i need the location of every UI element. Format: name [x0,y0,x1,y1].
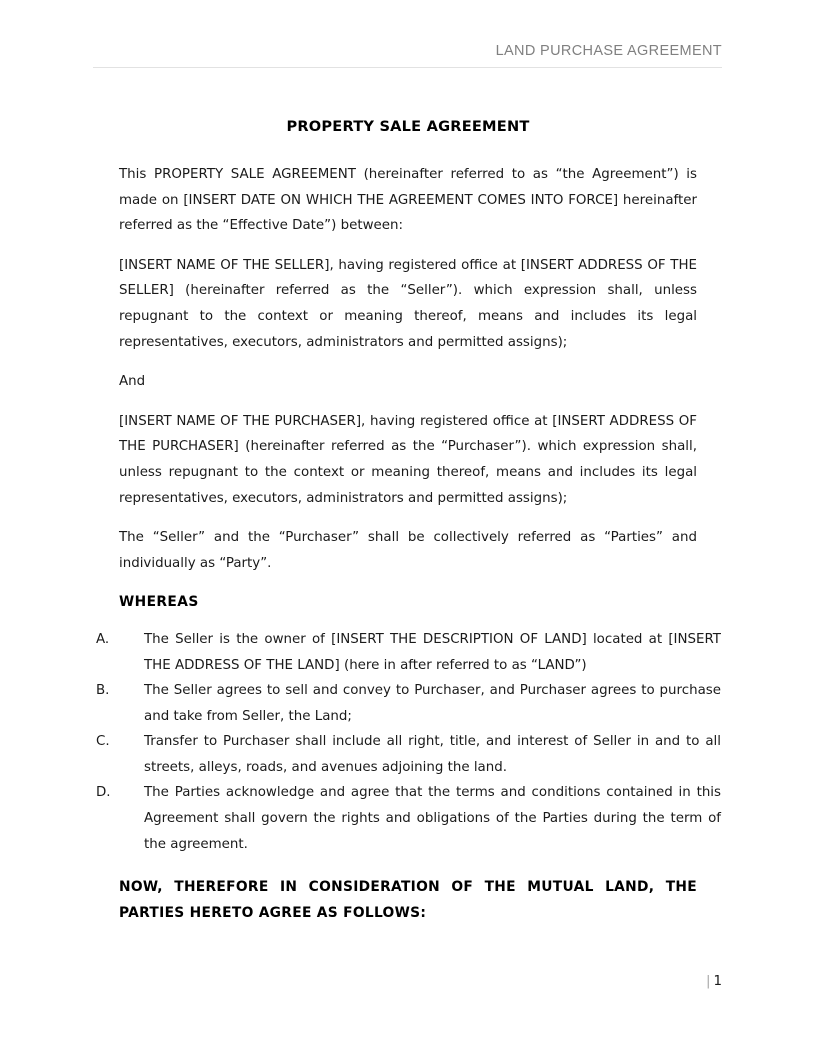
list-item-text: The Parties acknowledge and agree that the terms and conditions contained in this Agreement shall govern the rights and obligations of the Parties during the term of the agreement. [144,785,721,852]
list-marker: C. [96,734,110,750]
header-title: LAND PURCHASE AGREEMENT [495,43,722,59]
list-item-text: The Seller agrees to sell and convey to Purchaser, and Purchaser agrees to purchase and take from Seller, the Land; [144,683,721,724]
page-number: 1 [713,974,722,989]
conjunction-and: And [119,374,146,390]
list-item-text: Transfer to Purchaser shall include all right, title, and interest of Seller in and to all streets, alleys, roads, and avenues adjoining the land. [144,734,721,775]
recitals-list [96,627,721,857]
page-header [93,44,722,68]
intro-paragraph: This PROPERTY SALE AGREEMENT (hereinafter referred to as “the Agreement”) is made on [INSERT DATE ON WHICH THE AGREEMENT COMES INTO FORCE] hereinafter referred as the “Effective Date”) between: [119,167,697,234]
footer-separator: | [705,974,711,989]
document-title: PROPERTY SALE AGREEMENT [286,118,530,135]
list-item [96,780,721,857]
page-footer [119,972,722,992]
whereas-heading: WHEREAS [119,594,199,611]
seller-paragraph: [INSERT NAME OF THE SELLER], having registered office at [INSERT ADDRESS OF THE SELLER] (hereinafter referred as the “Seller”). which expression shall, unless repugnant to the context or meaning thereof, means and includes its legal representatives, executors, administrators and permitted assigns); [119,257,697,350]
closing-statement: NOW, THEREFORE IN CONSIDERATION OF THE MUTUAL LAND, THE PARTIES HERETO AGREE AS FOLLOWS: [119,879,697,921]
list-item [96,729,721,780]
list-item [96,678,721,729]
purchaser-paragraph: [INSERT NAME OF THE PURCHASER], having registered office at [INSERT ADDRESS OF THE PURCHASER] (hereinafter referred as the “Purchaser”). which expression shall, unless repugnant to the context or meaning thereof, means and includes its legal representatives, executors, administrators and permitted assigns); [119,413,697,506]
list-marker: D. [96,785,111,801]
list-item-text: The Seller is the owner of [INSERT THE DESCRIPTION OF LAND] located at [INSERT THE ADDRESS OF THE LAND] (here in after referred to as “LAND”) [144,631,721,673]
document-body [96,118,721,926]
list-marker: B. [96,683,110,699]
list-item [96,627,721,678]
list-marker: A. [96,631,110,647]
parties-definition-paragraph: The “Seller” and the “Purchaser” shall be collectively referred as “Parties” and individually as “Party”. [119,530,697,571]
